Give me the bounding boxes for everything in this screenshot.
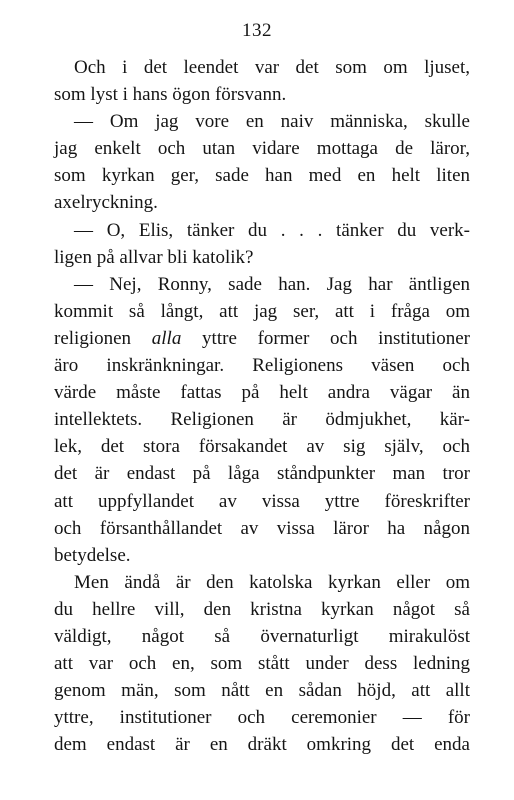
- text-line: lek, det stora försakandet av sig själv, och: [54, 436, 470, 458]
- text-line: som kyrkan ger, sade han med en helt liten: [54, 165, 470, 187]
- text-line: att uppfyllandet av vissa yttre föreskrifter: [54, 490, 470, 512]
- text-line: — Nej, Ronny, sade han. Jag har äntligen: [74, 273, 470, 295]
- emphasized-word: alla: [151, 327, 182, 349]
- text-line: — O, Elis, tänker du . . . tänker du verk-: [74, 219, 470, 241]
- text-line: dem endast är en dräkt omkring det enda: [54, 734, 470, 756]
- text-line: äro inskränkningar. Religionens väsen och: [54, 355, 470, 377]
- text-segment: yttre former och institutioner: [181, 327, 470, 349]
- text-line: ligen på allvar bli katolik?: [54, 246, 254, 268]
- text-line: Men ändå är den katolska kyrkan eller om: [74, 571, 470, 593]
- text-line: som lyst i hans ögon försvann.: [54, 84, 287, 106]
- text-line: det är endast på låga ståndpunkter man tror: [54, 463, 470, 485]
- text-line: betydelse.: [54, 544, 131, 566]
- text-line: — Om jag vore en naiv människa, skulle: [74, 111, 470, 133]
- text-line: kommit så långt, att jag ser, att i fråga om: [54, 300, 470, 322]
- body-text: [54, 54, 470, 758]
- text-line: axelryckning.: [54, 192, 158, 214]
- page-number: 132: [242, 20, 272, 41]
- text-line: väldigt, något så övernaturligt mirakulöst: [54, 625, 470, 647]
- text-line: Och i det leendet var det som om ljuset,: [74, 57, 470, 78]
- text-line: och försanthållandet av vissa läror ha någon: [54, 517, 470, 539]
- text-line: du hellre vill, den kristna kyrkan något så: [54, 598, 470, 620]
- text-line: jag enkelt och utan vidare mottaga de läror,: [54, 138, 470, 160]
- text-line: värde måste fattas på helt andra vägar än: [54, 382, 470, 404]
- text-line: intellektets. Religionen är ödmjukhet, kär-: [54, 409, 470, 431]
- text-line: att var och en, som stått under dess ledning: [54, 653, 470, 675]
- text-line: [54, 325, 470, 352]
- text-line: yttre, institutioner och ceremonier — för: [54, 707, 470, 729]
- text-line: genom män, som nått en sådan höjd, att allt: [54, 680, 470, 702]
- text-segment: religionen: [54, 327, 152, 349]
